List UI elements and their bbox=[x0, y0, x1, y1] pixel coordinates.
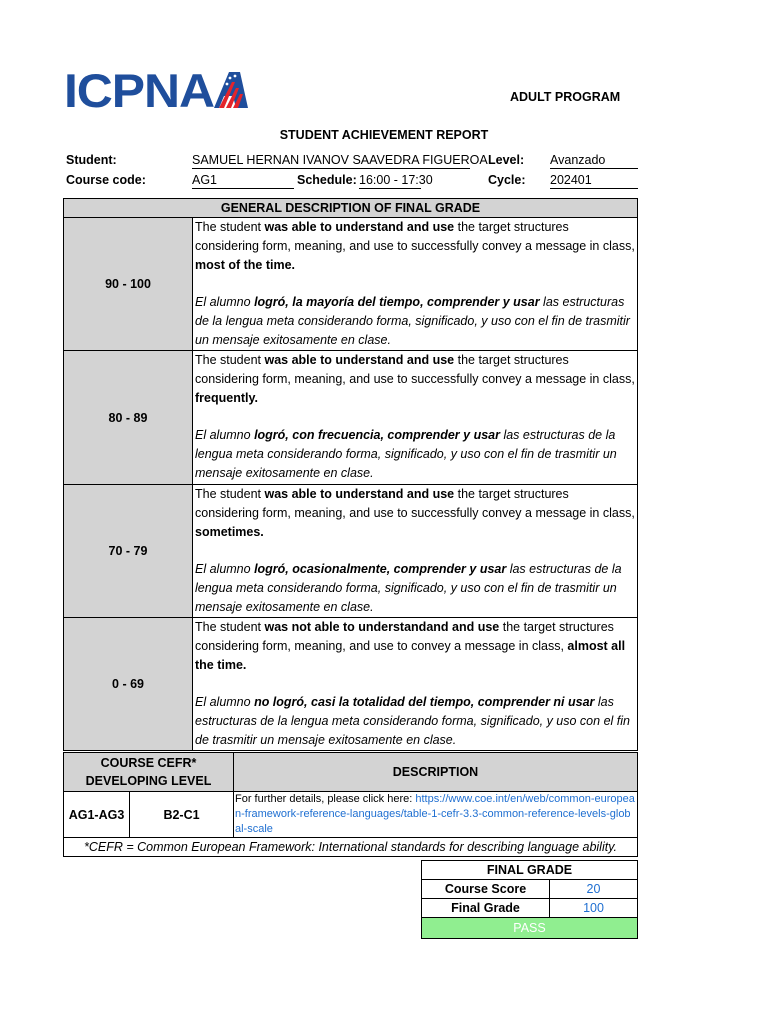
band-description-english: The student was able to understand and use the target structures considering form, meaning, and use to successfully convey a message in class, most of the time. bbox=[195, 220, 635, 272]
grade-range: 70 - 79 bbox=[64, 485, 193, 618]
course-score-value: 20 bbox=[550, 880, 638, 899]
level-value: Avanzado bbox=[550, 153, 638, 169]
course-code-value: AG1 bbox=[192, 173, 294, 189]
cefr-description bbox=[234, 792, 638, 838]
grade-band-row bbox=[64, 218, 638, 351]
cefr-reference-link[interactable]: https://www.coe.int/en/web/common-european-framework-reference-languages/table-1-cefr-3.3-common-reference-levels-global-scale bbox=[235, 793, 635, 835]
grade-range: 90 - 100 bbox=[64, 218, 193, 351]
course-score-label: Course Score bbox=[422, 880, 550, 899]
program-name: ADULT PROGRAM bbox=[510, 90, 621, 104]
student-name: SAMUEL HERNAN IVANOV SAAVEDRA FIGUEROA bbox=[192, 153, 488, 167]
cycle-label: Cycle: bbox=[488, 173, 526, 187]
cefr-details-text: For further details, please click here: bbox=[235, 793, 416, 805]
logo-flag-icon bbox=[214, 72, 248, 108]
course-code-label: Course code: bbox=[66, 173, 146, 187]
grade-band-description bbox=[193, 218, 638, 351]
band-description-english: The student was not able to understandand and use the target structures considering form, meaning, and use to convey a message in class, almost all the time. bbox=[195, 620, 626, 672]
grade-band-description bbox=[193, 351, 638, 485]
band-description-english: The student was able to understand and use the target structures considering form, meaning, and use to successfully convey a message in class, sometimes. bbox=[195, 487, 635, 539]
grade-band-row bbox=[64, 351, 638, 485]
cefr-level-header: COURSE CEFR* DEVELOPING LEVEL bbox=[64, 753, 234, 792]
band-description-spanish: El alumno logró, ocasionalmente, comprender y usar las estructuras de la lengua meta considerando forma, significado, y uso con el fin de trasmitir un mensaje exitosamente en clase. bbox=[195, 562, 622, 614]
pass-status: PASS bbox=[422, 918, 638, 939]
final-grade-table bbox=[421, 860, 638, 939]
grade-band-row bbox=[64, 618, 638, 751]
band-description-spanish: El alumno logró, con frecuencia, comprender y usar las estructuras de la lengua meta considerando forma, significado, y uso con el fin de trasmitir un mensaje exitosamente en clase. bbox=[195, 428, 617, 480]
cefr-table bbox=[63, 752, 638, 857]
band-description-spanish: El alumno logró, la mayoría del tiempo, comprender y usar las estructuras de la lengua meta considerando forma, significado, y uso con el fin de trasmitir un mensaje exitosamente en clase. bbox=[195, 295, 630, 347]
final-grade-label: Final Grade bbox=[422, 899, 550, 918]
grade-range: 80 - 89 bbox=[64, 351, 193, 485]
level-label: Level: bbox=[488, 153, 525, 167]
cefr-course-range: AG1-AG3 bbox=[64, 792, 130, 838]
final-grade-heading: FINAL GRADE bbox=[422, 861, 638, 880]
schedule-value: 16:00 - 17:30 bbox=[359, 173, 433, 187]
band-description-english: The student was able to understand and use the target structures considering form, meaning, and use to successfully convey a message in class, frequently. bbox=[195, 353, 635, 405]
grade-description-heading: GENERAL DESCRIPTION OF FINAL GRADE bbox=[64, 199, 638, 218]
grade-band-description bbox=[193, 618, 638, 751]
schedule-label: Schedule: bbox=[297, 173, 357, 187]
logo-text: ICPNA bbox=[64, 68, 215, 112]
grade-band-description bbox=[193, 485, 638, 618]
band-description-spanish: El alumno no logró, casi la totalidad del tiempo, comprender ni usar las estructuras de la lengua meta considerando forma, significado, y uso con el fin de trasmitir un mensaje exitosamente en clase. bbox=[195, 695, 630, 747]
final-grade-value: 100 bbox=[550, 899, 638, 918]
grade-band-row bbox=[64, 485, 638, 618]
icpna-logo bbox=[64, 68, 248, 112]
report-title: STUDENT ACHIEVEMENT REPORT bbox=[279, 128, 489, 142]
cefr-level: B2-C1 bbox=[130, 792, 234, 838]
cycle-value: 202401 bbox=[550, 173, 638, 189]
student-label: Student: bbox=[66, 153, 117, 167]
grade-range: 0 - 69 bbox=[64, 618, 193, 751]
cefr-footnote: *CEFR = Common European Framework: International standards for describing language ability. bbox=[64, 838, 638, 857]
grade-description-table bbox=[63, 198, 638, 751]
description-header: DESCRIPTION bbox=[234, 753, 638, 792]
